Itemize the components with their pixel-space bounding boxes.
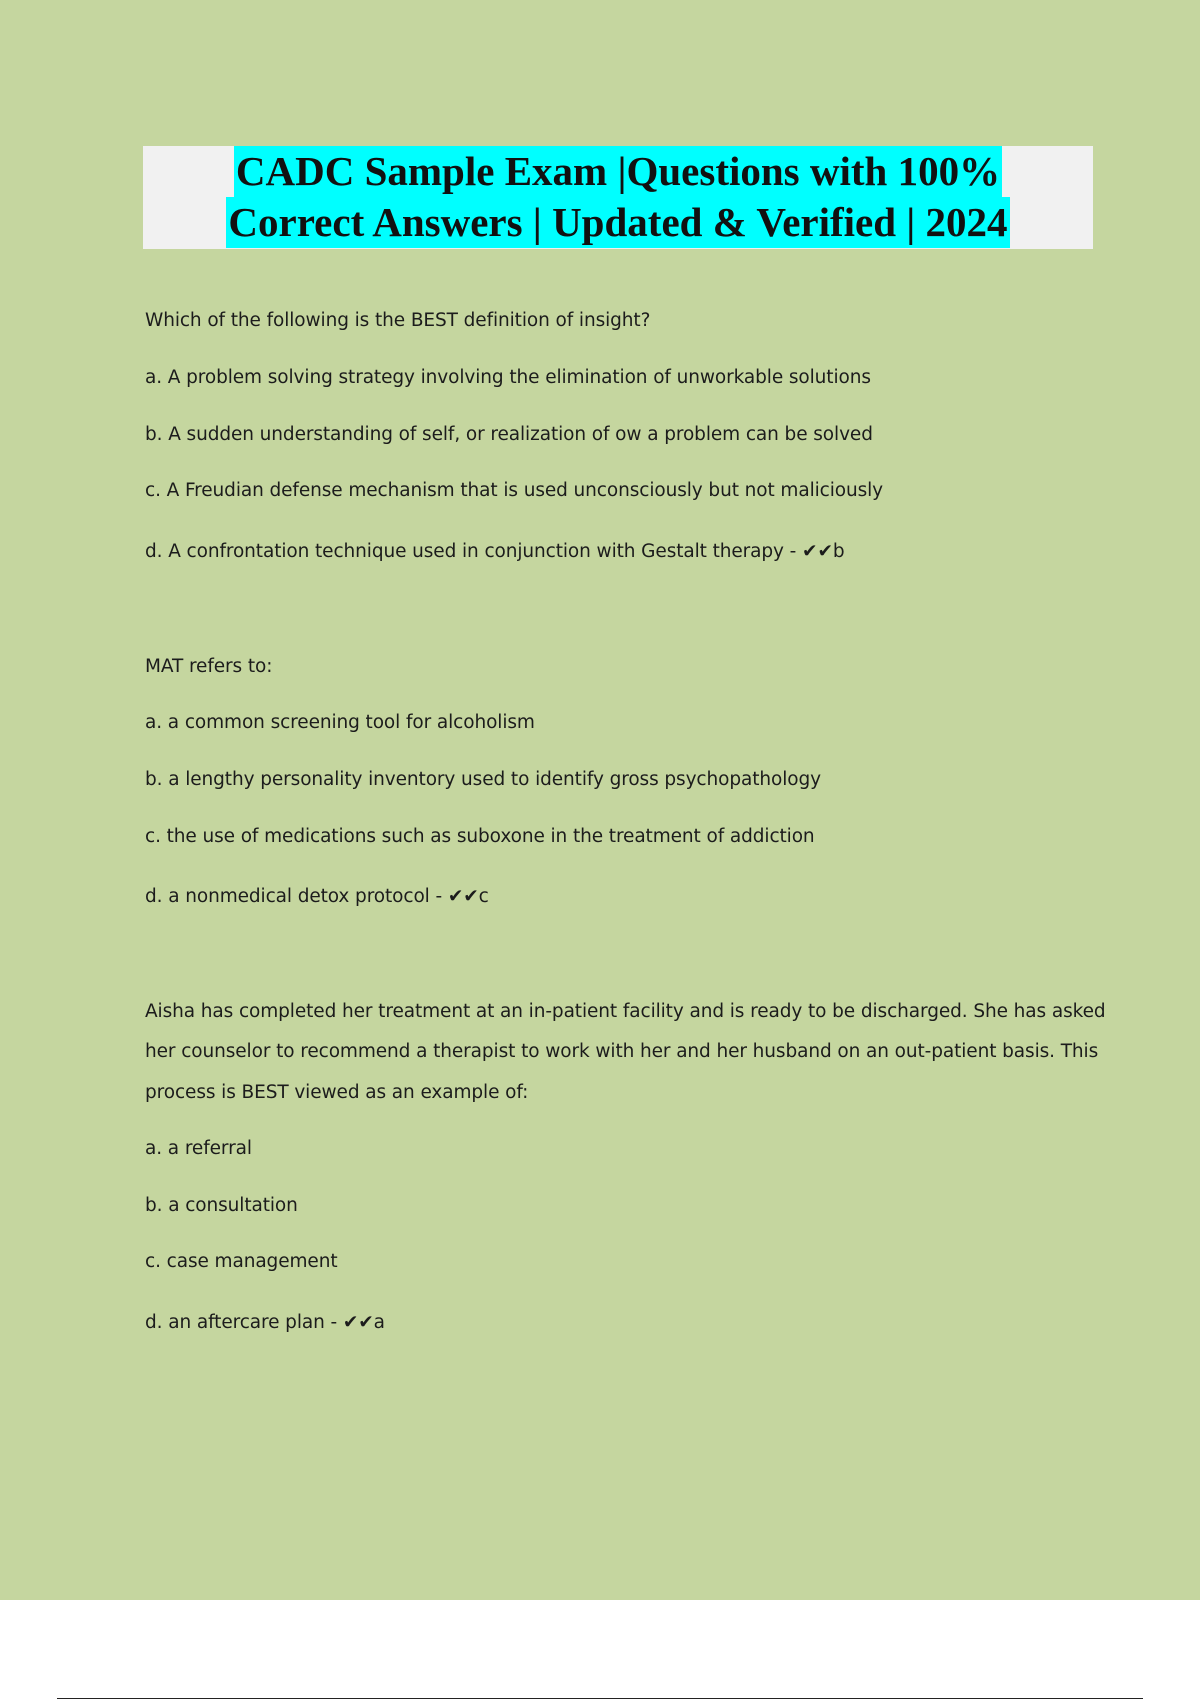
question-2-option-a: a. a common screening tool for alcoholism [145,712,535,733]
question-3-option-a: a. a referral [145,1138,252,1159]
question-1-option-b: b. A sudden understanding of self, or realization of ow a problem can be solved [145,424,873,445]
question-1-text: Which of the following is the BEST definition of insight? [145,310,651,331]
question-1-option-d: d. A confrontation technique used in conjunction with Gestalt therapy - ✔✔b [145,541,845,562]
question-3-text-line-3: process is BEST viewed as an example of: [145,1082,529,1103]
question-1-option-a: a. A problem solving strategy involving the elimination of unworkable solutions [145,367,871,388]
question-3-text-line-1: Aisha has completed her treatment at an in-patient facility and is ready to be discharged. She has asked [145,1001,1106,1022]
footer-divider [57,1698,1143,1699]
question-2-option-b: b. a lengthy personality inventory used to identify gross psychopathology [145,769,821,790]
question-2-option-d: d. a nonmedical detox protocol - ✔✔c [145,886,489,907]
question-3-text-line-2: her counselor to recommend a therapist to work with her and her husband on an out-patient basis. This [145,1041,1099,1062]
title-line-2: Correct Answers | Updated & Verified | 2024 [226,197,1009,248]
document-title [143,146,1093,249]
question-3-option-c: c. case management [145,1251,338,1272]
question-1-option-c: c. A Freudian defense mechanism that is used unconsciously but not maliciously [145,480,884,501]
question-3-option-b: b. a consultation [145,1195,298,1216]
question-2-option-c: c. the use of medications such as suboxone in the treatment of addiction [145,826,815,847]
question-2-text: MAT refers to: [145,656,273,677]
question-3-option-d: d. an aftercare plan - ✔✔a [145,1312,385,1333]
title-line-1: CADC Sample Exam |Questions with 100% [234,146,1002,197]
